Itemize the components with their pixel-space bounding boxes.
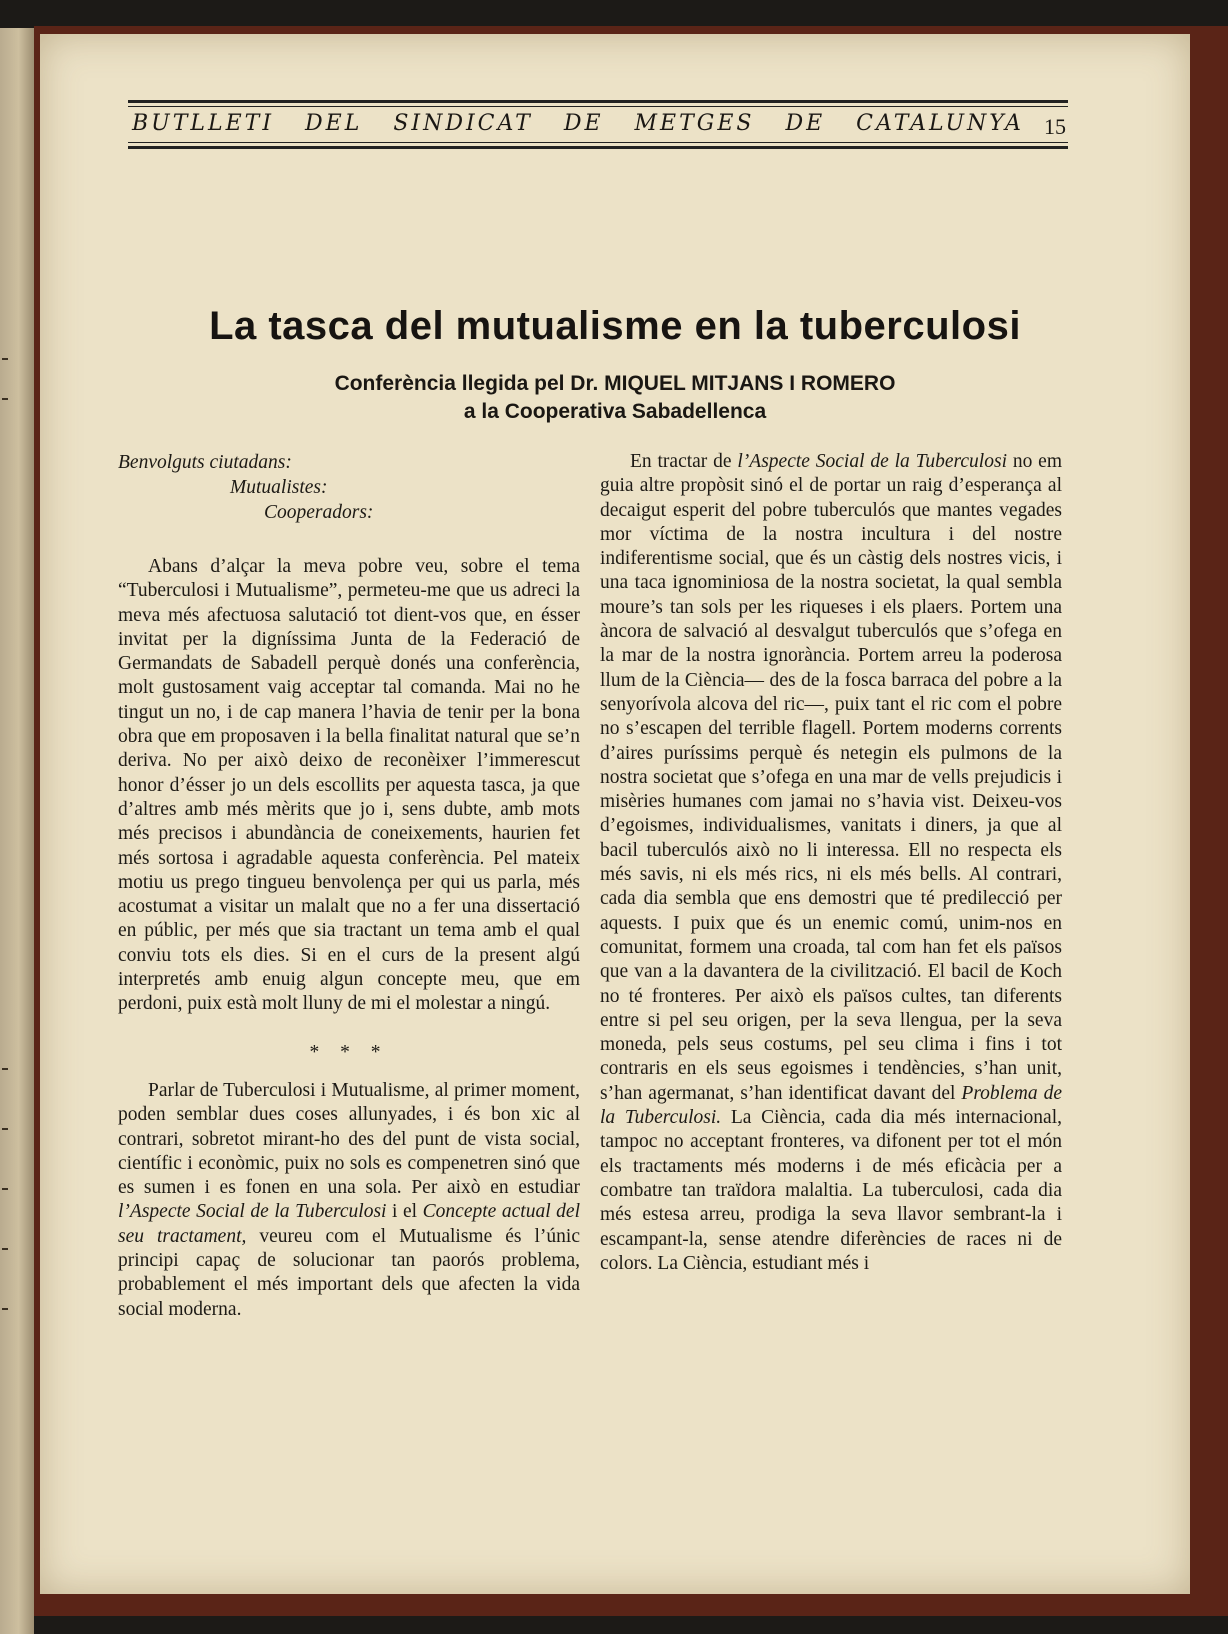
greeting-line: Benvolguts ciutadans: xyxy=(118,452,292,473)
emphasis-text: Concepte actual del seu tractament, xyxy=(118,1201,580,1247)
left-column xyxy=(118,450,580,1322)
body-text: La Ciència, cada dia més internacional, tampoc no acceptant fronteres, va difonent per tot el món els tractaments més moderns i de més eficàcia per a combatre tan traïdora malaltia. La tuberculosi, cada dia més estesa arreu, prodiga la seva llavor sembrant-la i escampant-la, sense atendre diferències de races ni de colors. La Ciència, estudiant més i xyxy=(600,1107,1062,1274)
spine-mark xyxy=(2,358,8,360)
body-text: En tractar de xyxy=(630,451,738,472)
spine-mark xyxy=(2,1188,8,1190)
article-title: La tasca del mutualisme en la tuberculosi xyxy=(209,304,1021,348)
header-rule-bottom xyxy=(128,146,1068,149)
emphasis-text: l’Aspecte Social de la Tuberculosi xyxy=(737,451,1007,472)
greeting-line: Cooperadors: xyxy=(264,502,374,523)
book-spine-edge xyxy=(0,28,34,1634)
spine-mark xyxy=(2,1308,8,1310)
running-head-word: DEL xyxy=(301,111,366,136)
right-column xyxy=(600,450,1062,1276)
spine-mark xyxy=(2,1248,8,1250)
spine-mark xyxy=(2,1068,8,1070)
header-rule-top-thin xyxy=(128,106,1068,107)
body-paragraph xyxy=(118,1079,580,1322)
running-head-word: BUTLLETI xyxy=(128,111,278,136)
body-text: veureu com el Mutualisme és l’únic principi capaç de solucionar tan paorós problema, probablement el més important dels que afecten la vida social moderna. xyxy=(118,1225,581,1320)
body-paragraph xyxy=(600,450,1062,1276)
spine-mark xyxy=(2,398,8,400)
running-head-word: CATALUNYA xyxy=(852,111,1028,136)
section-separator: * * * xyxy=(309,1041,389,1063)
article-subtitle: Conferència llegida pel Dr. MIQUEL MITJANS I ROMERO xyxy=(334,372,896,395)
body-text: no em guia altre propòsit sinó el de portar un raig d’esperança al decaigut esperit del pobre tuberculós que mantes vegades mor víctima de la nostra incultura i del nostre indiferentisme social, que és un càstig dels nostres vicis, i una taca ignominiosa de la nostra societat, la qual sembla moure’s tan sols per les riqueses i els plaers. Portem una àncora de salvació al desvalgut tuberculós que s’ofega en la mar de la nostra ignorància. Portem arreu la poderosa llum de la Ciència— des de la fosca barraca del pobre a la senyorívola alcova del ric—, puix tant el ric com el pobre no s’escapen del terrible flagell. Portem moderns corrents d’aires puríssims perquè és netegin els pulmons de la nostra societat que s’ofega en una mar de vells prejudicis i misèries humanes com jamai no s’havia vist. Deixeu-vos d’egoismes, individualismes, vanitats i diners, ja que al bacil tuberculós això no li interessa. Ell no respecta els més savis, ni els més rics, ni els més bells. Al contrari, cada dia sembla que ens demostri que té predilecció per aquests. I puix que és un enemic comú, unim-nos en comunitat, formem una croada, tal com han fet els països que van a la davantera de la civilització. El bacil de Koch no té fronteres. Per això els països cultes, tan diferents entre si pel seu origen, per la seva llengua, per la seva moneda, pels seus costums, pel seu clima i fins i tot contraris en els seus egoismes i tendències, s’han unit, s’han agermanat, s’han identificat davant del xyxy=(600,451,1062,1104)
emphasis-text: Problema de la Tuberculosi. xyxy=(600,1082,1062,1129)
page-number: 15 xyxy=(1044,114,1066,139)
running-head-word: DE xyxy=(560,111,608,136)
body-text: i el xyxy=(386,1201,423,1223)
spine-mark xyxy=(2,1128,8,1130)
header-rule-bottom-thin xyxy=(128,142,1068,143)
running-head-word: METGES xyxy=(631,111,759,136)
body-paragraph: Abans d’alçar la meva pobre veu, sobre el tema “Tuberculosi i Mutualisme”, permeteu-me que us adreci la meva més afectuosa salutació tot dient-vos que, en ésser invitat per la digníssima Junta de la Federació de Germandats de Sabadell perquè donés una conferència, molt gustosament vaig acceptar tal comanda. Mai no he tingut un no, i de cap manera l’havia de tenir per la bona obra que em proposaven i la bella finalitat natural que se’n deriva. No per això deixo de reconèixer l’immerescut honor d’ésser jo un dels escollits per aquesta tasca, ja que d’altres amb més mèrits que jo i, sens dubte, amb mots més precisos i abundància de coneixements, haurien fet més sortosa i agradable aquesta conferència. Pel mateix motiu us prego tingueu benvolença per qui us parla, més acostumat a visitar un malalt que no a fer una dissertació en públic, per més que sia tractant un tema amb el qual conviu tots els dies. Si en el curs de la present algú interpretés amb enuig algun concepte meu, que em perdoni, puix està molt lluny de mi el molestar a ningú. xyxy=(118,556,580,1015)
running-head-word: DE xyxy=(781,111,829,136)
article-venue: a la Cooperativa Sabadellenca xyxy=(463,400,767,423)
header-rule-top xyxy=(128,100,1068,103)
running-head-word: SINDICAT xyxy=(389,111,537,136)
running-head xyxy=(128,108,1028,138)
emphasis-text: l’Aspecte Social de la Tuberculosi xyxy=(118,1201,387,1223)
document-page xyxy=(40,34,1190,1594)
body-text: Parlar de Tuberculosi i Mutualisme, al primer moment, poden semblar dues coses allunyades, i és bon xic al contrari, sobretot mirant-ho des del punt de vista social, científic i econòmic, puix no sols es compenetren sinó que es sumen i es fonen en una sola. Per això en estudiar xyxy=(118,1079,580,1199)
greeting-line: Mutualistes: xyxy=(230,477,328,498)
